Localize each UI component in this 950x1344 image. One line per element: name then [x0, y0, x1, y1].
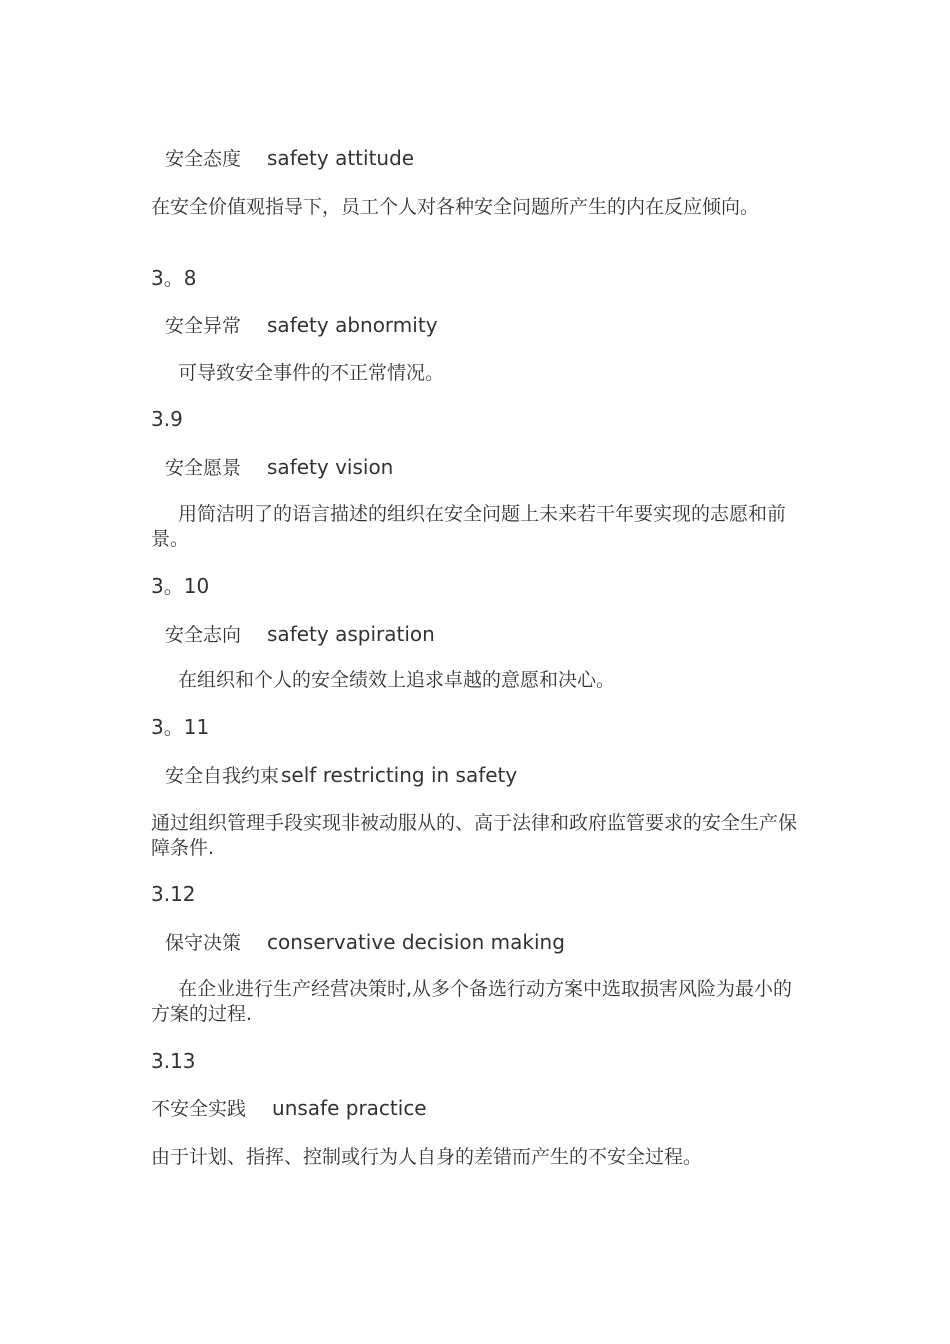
term-zh: 安全志向	[165, 624, 242, 646]
term-heading	[165, 930, 825, 955]
term-zh: 保守决策	[165, 932, 242, 954]
term-zh: 不安全实践	[151, 1098, 247, 1120]
term-zh: 安全自我约束	[165, 765, 280, 787]
term-definition: 由于计划、指挥、控制或行为人自身的差错而产生的不安全过程。	[151, 1146, 703, 1168]
term-en: safety aspiration	[267, 622, 435, 646]
term-heading	[165, 622, 825, 647]
term-zh: 安全态度	[165, 148, 242, 170]
term-definition: 通过组织管理手段实现非被动服从的、高于法律和政府监管要求的安全生产保障条件.	[151, 812, 798, 859]
term-heading	[165, 455, 825, 480]
term-definition: 在安全价值观指导下，员工个人对各种安全问题所产生的内在反应倾向。	[151, 196, 760, 218]
clause-number: 3。8	[151, 266, 197, 290]
clause-number: 3.9	[151, 407, 183, 431]
clause-number: 3。11	[151, 715, 210, 739]
clause-number: 3。10	[151, 574, 210, 598]
clause-number: 3.12	[151, 882, 196, 906]
term-en: safety attitude	[267, 146, 415, 170]
term-heading	[151, 1096, 811, 1121]
term-heading	[165, 313, 825, 338]
term-en: safety vision	[267, 455, 394, 479]
term-zh: 安全异常	[165, 315, 242, 337]
term-heading	[165, 146, 825, 171]
term-definition: 用简洁明了的语言描述的组织在安全问题上未来若干年要实现的志愿和前景。	[151, 503, 787, 550]
term-definition: 可导致安全事件的不正常情况。	[178, 362, 445, 384]
clause-number: 3.13	[151, 1049, 196, 1073]
term-definition: 在企业进行生产经营决策时,从多个备选行动方案中选取损害风险为最小的方案的过程.	[151, 978, 793, 1025]
term-heading	[165, 763, 825, 788]
term-en: unsafe practice	[272, 1096, 427, 1120]
term-zh: 安全愿景	[165, 457, 242, 479]
term-en: conservative decision making	[267, 930, 565, 954]
term-en: self restricting in safety	[281, 763, 518, 787]
term-en: safety abnormity	[267, 313, 438, 337]
term-definition: 在组织和个人的安全绩效上追求卓越的意愿和决心。	[178, 669, 616, 691]
